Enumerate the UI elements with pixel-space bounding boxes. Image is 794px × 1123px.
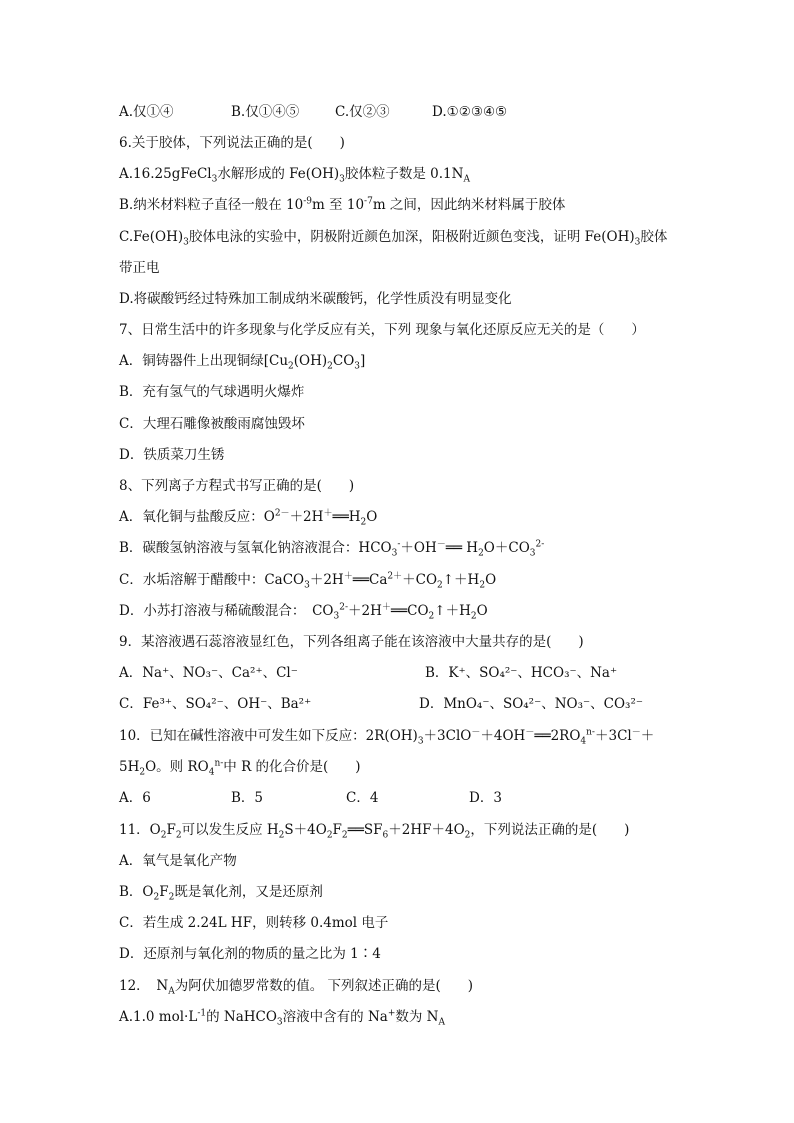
q11-option-c: C．若生成 2.24L HF，则转移 0.4mol 电子 <box>119 915 389 931</box>
q9-option-d: D．MnO₄⁻、SO₄²⁻、NO₃⁻、CO₃²⁻ <box>419 696 643 712</box>
q8-option-d: D．小苏打溶液与稀硫酸混合： $CO_3^{2-}+2H^+══CO_2↑+H_2O$ <box>119 602 488 622</box>
q12-option-a: A.1.0 $mol\cdot L^{-1}$的 NaHCO$_3$溶液中含有的 Na+数为 $N_A$ <box>119 1008 445 1028</box>
q5-option-c: C.仅②③ <box>335 104 390 120</box>
q10-option-c: C．4 <box>346 790 379 806</box>
q8-stem: 8、下列离子方程式书写正确的是( ) <box>119 478 355 494</box>
q10-stem: 10．已知在碱性溶液中可发生如下反应：$2R(OH)_3+3ClO^-+4OH^-══2RO_4^{n-}+3Cl^-+$ <box>119 727 655 747</box>
q9-option-c: C．Fe³⁺、SO₄²⁻、OH⁻、Ba²⁺ <box>119 696 312 712</box>
q6-option-a: A.16.25gFeCl$_3$水解形成的 $Fe(OH)_3$胶体粒子数是 $0.1N_A$ <box>119 166 470 185</box>
q9-option-b: B．K⁺、SO₄²⁻、HCO₃⁻、Na⁺ <box>425 665 618 681</box>
q9-option-a: A．Na⁺、NO₃⁻、Ca²⁺、Cl⁻ <box>119 665 298 681</box>
q11-stem: 11．$O_2F_2$可以发生反应 $H_2S+4O_2F_2══SF_6+2HF+4O_2$，下列说法正确的是( ) <box>119 822 630 841</box>
q8-option-b: B．碳酸氢钠溶液与氢氧化钠溶液混合：$HCO_3^-+OH^-══$ $H_2O+CO_3^{2-}$ <box>119 539 545 559</box>
q7-option-a: A．铜铸器件上出现铜绿$[Cu_2(OH)_2CO_3]$ <box>119 353 366 372</box>
q7-option-d: D．铁质菜刀生锈 <box>119 447 225 463</box>
q8-option-c: C．水垢溶解于醋酸中：$CaCO_3+2H^+══Ca^{2+}+CO_2↑+H_2O$ <box>119 571 497 591</box>
q5-option-b: B.仅①④⑤ <box>231 104 300 120</box>
q11-option-b: B．$O_2F_2$既是氧化剂，又是还原剂 <box>119 884 323 903</box>
q10-option-b: B．5 <box>231 790 264 806</box>
q8-option-a: A．氧化铜与盐酸反应：$O^{2-}+2H^+══H_2O$ <box>119 508 378 528</box>
q6-option-b: B.纳米材料粒子直径一般在 $10^{-9}m$ 至 $10^{-7}m$ 之间，因此纳米材料属于胶体 <box>119 196 566 213</box>
q11-option-a: A．氧气是氧化产物 <box>119 853 237 869</box>
q6-stem: 6.关于胶体，下列说法正确的是( ) <box>119 135 345 151</box>
q10-option-d: D．3 <box>469 790 502 806</box>
q5-option-d: D.①②③④⑤ <box>432 104 508 120</box>
q7-stem: 7、日常生活中的许多现象与化学反应有关，下列 现象与氧化还原反应无关的是（ ） <box>119 322 645 338</box>
q6-option-c-line2: 带正电 <box>119 260 160 276</box>
q6-option-d: D.将碳酸钙经过特殊加工制成纳米碳酸钙，化学性质没有明显变化 <box>119 291 512 307</box>
q6-option-c: $C.Fe(OH)_3$胶体电泳的实验中，阴极附近颜色加深，阳极附近颜色变浅，证明 $Fe(OH)_3$胶体 <box>119 229 668 248</box>
q7-option-b: B．充有氢气的气球遇明火爆炸 <box>119 384 305 400</box>
q10-option-a: A．6 <box>119 790 151 806</box>
q11-option-d: D．还原剂与氧化剂的物质的量之比为 1∶4 <box>119 946 381 962</box>
q9-stem: 9．某溶液遇石蕊溶液显红色，下列各组离子能在该溶液中大量共存的是( ) <box>119 634 584 650</box>
q7-option-c: C．大理石雕像被酸雨腐蚀毁坏 <box>119 416 305 432</box>
q12-stem: 12． $N_A$为阿伏加德罗常数的值。 下列叙述正确的是( ) <box>119 978 474 997</box>
q5-option-a: A.仅①④ <box>119 104 174 120</box>
q10-stem-line2: $5H_2O$。则 $RO_4^{n-}$中 R 的化合价是( ) <box>119 758 361 778</box>
